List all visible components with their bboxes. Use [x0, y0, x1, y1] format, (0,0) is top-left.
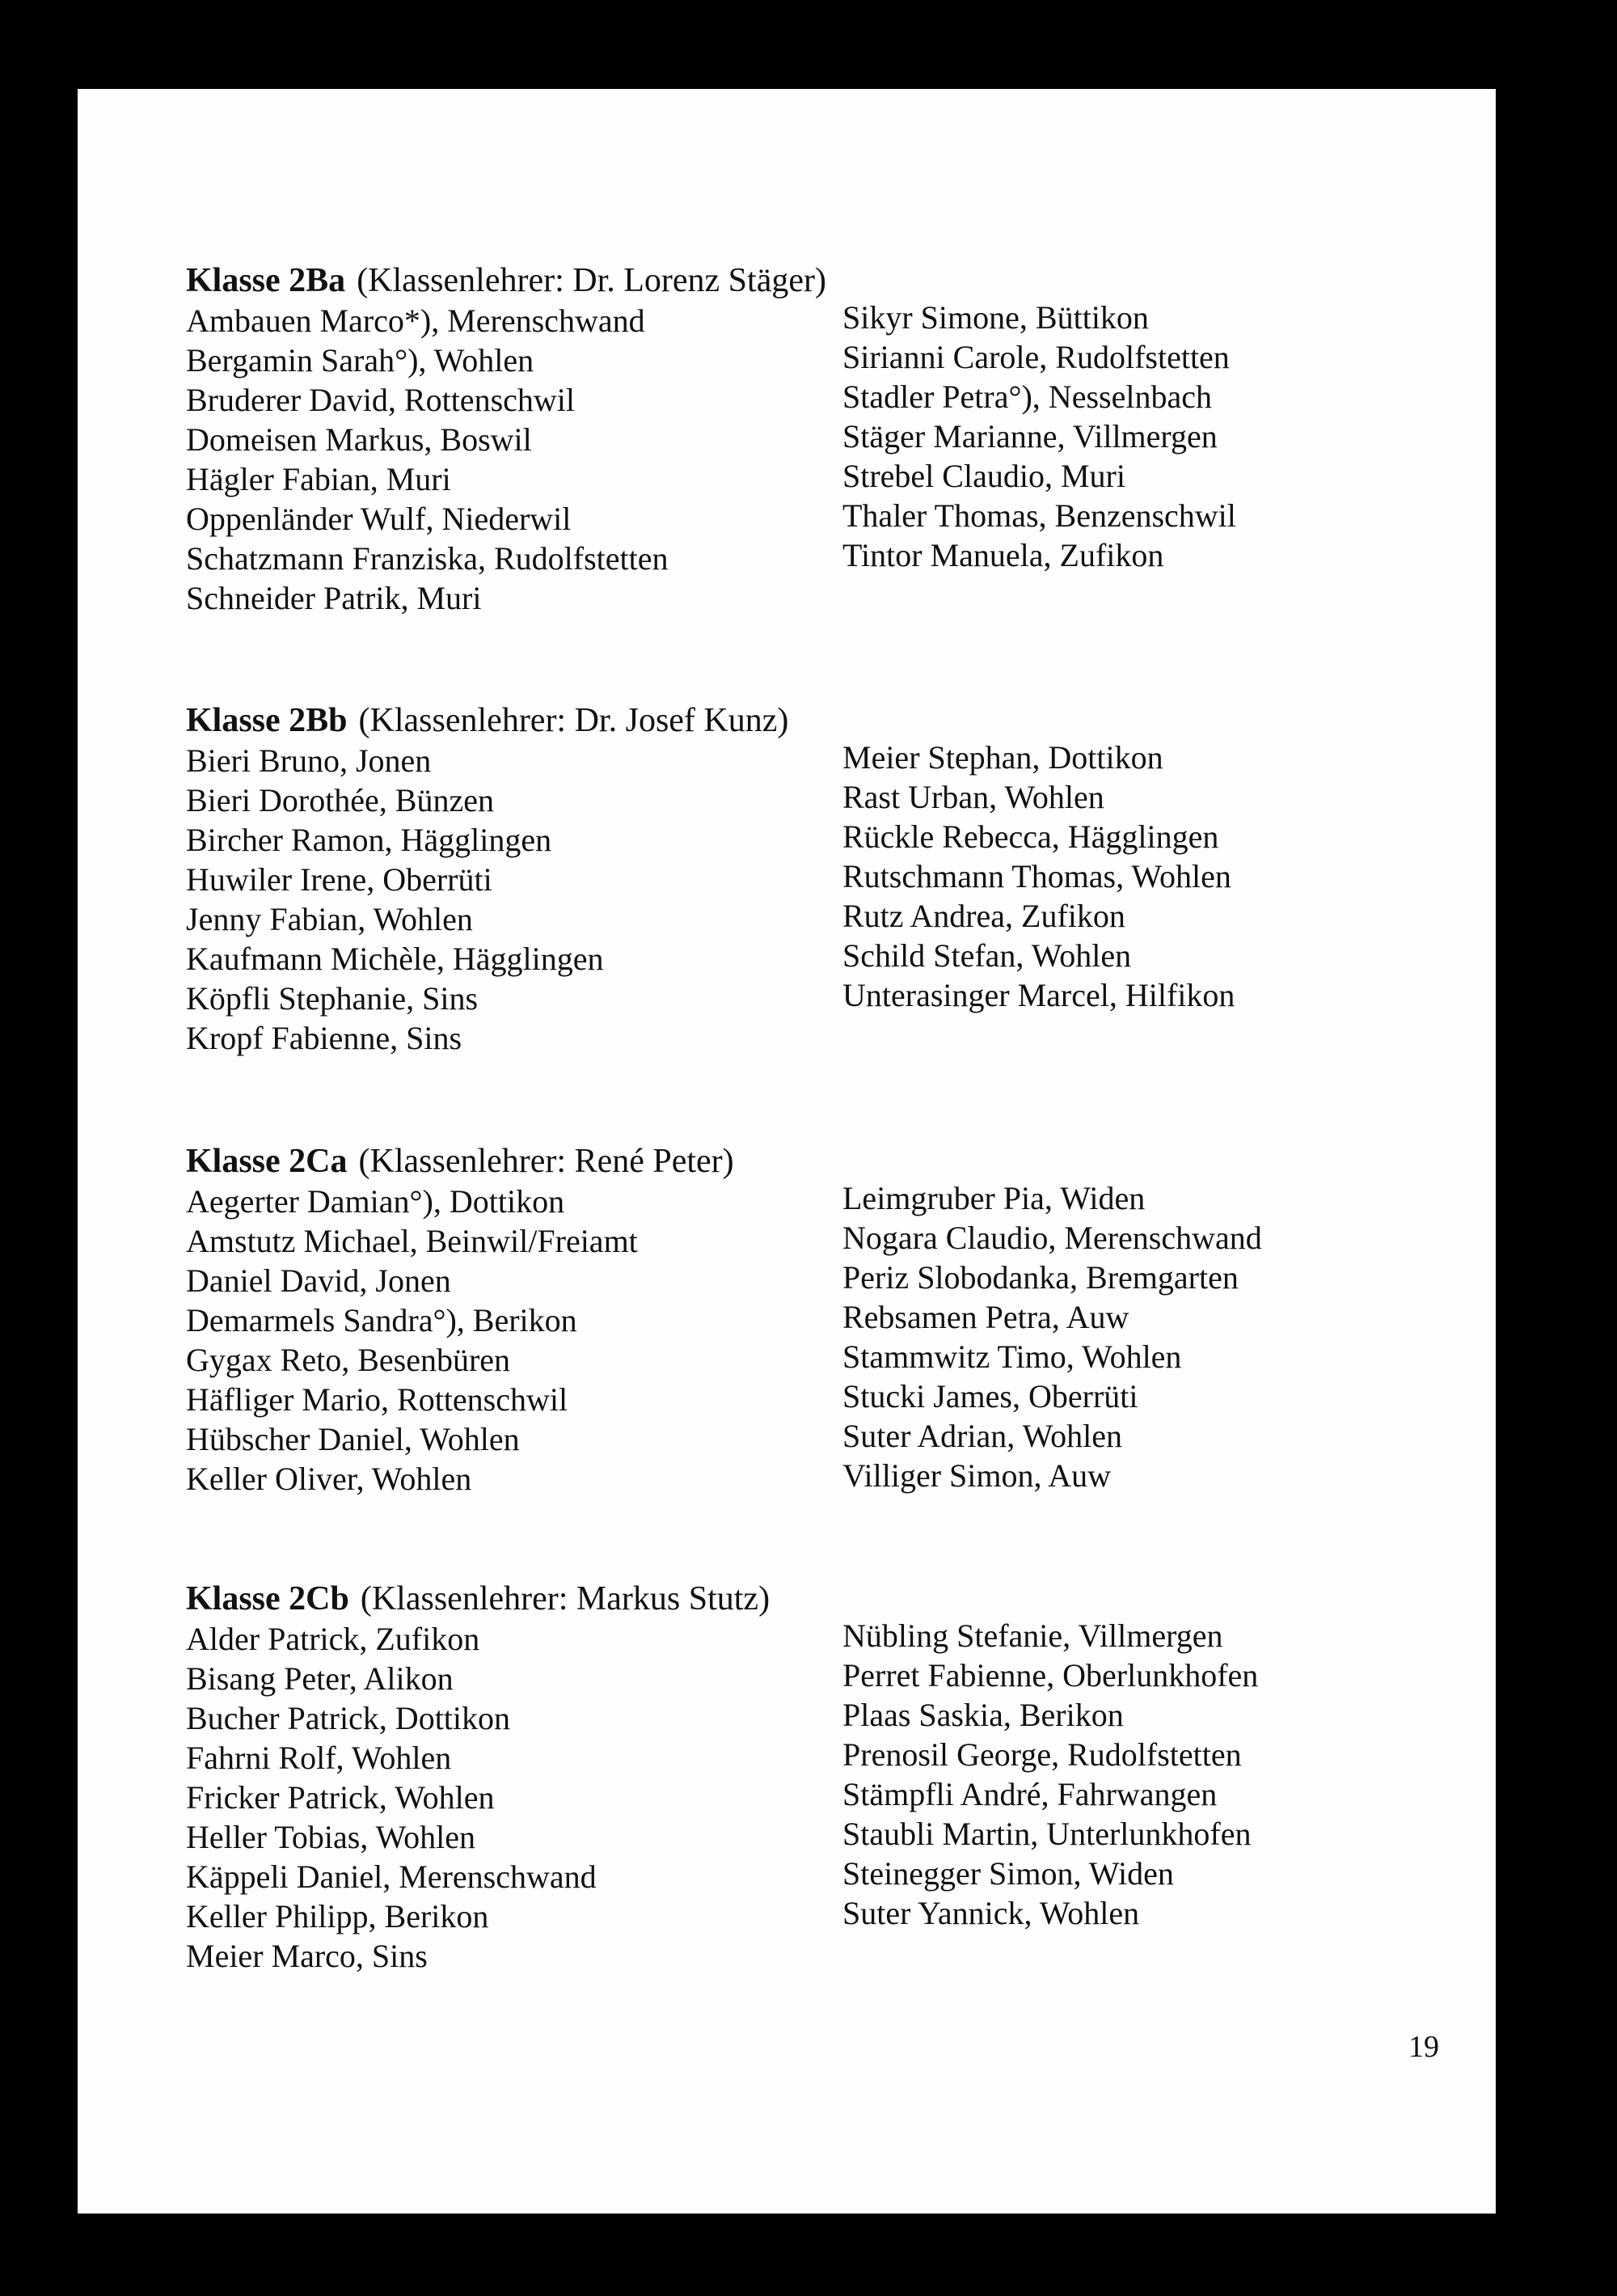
- student-entry: Demarmels Sandra°), Berikon: [186, 1302, 577, 1338]
- student-entry: Tintor Manuela, Zufikon: [842, 537, 1164, 573]
- student-entry: Bircher Ramon, Hägglingen: [186, 822, 552, 858]
- student-entry: Bieri Bruno, Jonen: [186, 742, 432, 779]
- student-entry: Fahrni Rolf, Wohlen: [186, 1740, 452, 1776]
- student-entry: Suter Yannick, Wohlen: [842, 1895, 1140, 1931]
- student-entry: Hübscher Daniel, Wohlen: [186, 1421, 520, 1457]
- class-name: Klasse 2Bb: [186, 702, 348, 739]
- class-heading: [186, 260, 1447, 301]
- student-entry: Rückle Rebecca, Hägglingen: [842, 818, 1219, 855]
- student-entry: Perret Fabienne, Oberlunkhofen: [842, 1657, 1259, 1693]
- student-entry: Bucher Patrick, Dottikon: [186, 1700, 511, 1736]
- student-entry: Stäger Marianne, Villmergen: [842, 418, 1218, 455]
- student-list: [186, 741, 1447, 1064]
- student-entry: Fricker Patrick, Wohlen: [186, 1779, 495, 1816]
- student-entry: Köpfli Stephanie, Sins: [186, 980, 479, 1017]
- class-teacher: (Klassenlehrer: Markus Stutz): [360, 1580, 771, 1617]
- student-entry: Ambauen Marco*), Merenschwand: [186, 302, 645, 339]
- student-entry: Oppenländer Wulf, Niederwil: [186, 501, 572, 537]
- student-entry: Käppeli Daniel, Merenschwand: [186, 1858, 597, 1895]
- student-entry: Keller Philipp, Berikon: [186, 1898, 489, 1934]
- student-entry: Meier Stephan, Dottikon: [842, 739, 1163, 776]
- document-page: [78, 89, 1496, 2214]
- student-entry: Rast Urban, Wohlen: [842, 779, 1104, 815]
- student-entry: Bisang Peter, Alikon: [186, 1660, 454, 1697]
- student-entry: Heller Tobias, Wohlen: [186, 1819, 475, 1855]
- student-entry: Unterasinger Marcel, Hilfikon: [842, 977, 1235, 1013]
- student-entry: Meier Marco, Sins: [186, 1938, 428, 1974]
- student-entry: Jenny Fabian, Wohlen: [186, 901, 473, 937]
- student-entry: Plaas Saskia, Berikon: [842, 1697, 1124, 1733]
- student-entry: Huwiler Irene, Oberrüti: [186, 861, 492, 898]
- student-entry: Nogara Claudio, Merenschwand: [842, 1220, 1262, 1256]
- student-entry: Stammwitz Timo, Wohlen: [842, 1338, 1182, 1375]
- student-entry: Sikyr Simone, Büttikon: [842, 299, 1149, 336]
- student-entry: Rutschmann Thomas, Wohlen: [842, 858, 1231, 894]
- class-name: Klasse 2Ba: [186, 262, 346, 299]
- student-entry: Periz Slobodanka, Bremgarten: [842, 1259, 1239, 1296]
- class-section-2cb: [186, 1579, 1447, 1974]
- student-list: [186, 1617, 1447, 1974]
- student-entry: Stadler Petra°), Nesselnbach: [842, 378, 1212, 415]
- student-entry: Leimgruber Pia, Widen: [842, 1180, 1146, 1216]
- student-entry: Schatzmann Franziska, Rudolfstetten: [186, 540, 669, 577]
- student-entry: Stucki James, Oberrüti: [842, 1378, 1138, 1414]
- student-entry: Gygax Reto, Besenbüren: [186, 1342, 511, 1378]
- student-column-left: [186, 301, 669, 618]
- student-entry: Strebel Claudio, Muri: [842, 458, 1125, 494]
- student-entry: Aegerter Damian°), Dottikon: [186, 1183, 565, 1220]
- class-heading: [186, 1141, 1447, 1182]
- student-entry: Rutz Andrea, Zufikon: [842, 898, 1125, 934]
- student-entry: Häfliger Mario, Rottenschwil: [186, 1381, 568, 1418]
- page-number: 19: [1408, 2030, 1439, 2064]
- student-entry: Bieri Dorothée, Bünzen: [186, 782, 494, 818]
- student-entry: Daniel David, Jonen: [186, 1262, 451, 1299]
- student-entry: Nübling Stefanie, Villmergen: [842, 1617, 1223, 1654]
- student-entry: Thaler Thomas, Benzenschwil: [842, 497, 1236, 534]
- student-column-left: [186, 1619, 597, 1976]
- student-entry: Bergamin Sarah°), Wohlen: [186, 342, 534, 378]
- class-section-2ba: [186, 260, 1447, 624]
- student-entry: Schneider Patrik, Muri: [186, 580, 482, 616]
- student-column-left: [186, 741, 604, 1058]
- student-column-right: [842, 1616, 1258, 1933]
- student-column-left: [186, 1182, 638, 1499]
- student-list: [186, 1182, 1447, 1505]
- student-entry: Domeisen Markus, Boswil: [186, 421, 532, 458]
- student-entry: Kropf Fabienne, Sins: [186, 1020, 462, 1056]
- student-entry: Rebsamen Petra, Auw: [842, 1299, 1129, 1335]
- student-entry: Kaufmann Michèle, Hägglingen: [186, 941, 604, 977]
- student-entry: Staubli Martin, Unterlunkhofen: [842, 1816, 1252, 1852]
- student-entry: Schild Stefan, Wohlen: [842, 937, 1132, 974]
- student-column-right: [842, 738, 1235, 1015]
- class-section-2bb: [186, 700, 1447, 1064]
- class-heading: [186, 700, 1447, 741]
- class-name: Klasse 2Cb: [186, 1580, 349, 1617]
- student-entry: Villiger Simon, Auw: [842, 1457, 1112, 1494]
- student-entry: Prenosil George, Rudolfstetten: [842, 1736, 1242, 1773]
- class-teacher: (Klassenlehrer: René Peter): [358, 1143, 734, 1180]
- class-teacher: (Klassenlehrer: Dr. Lorenz Stäger): [357, 262, 826, 299]
- student-entry: Keller Oliver, Wohlen: [186, 1461, 472, 1497]
- student-column-right: [842, 298, 1236, 575]
- class-section-2ca: [186, 1141, 1447, 1505]
- class-heading: [186, 1579, 1447, 1619]
- class-teacher: (Klassenlehrer: Dr. Josef Kunz): [358, 702, 789, 739]
- student-entry: Alder Patrick, Zufikon: [186, 1621, 480, 1657]
- student-entry: Hägler Fabian, Muri: [186, 461, 451, 497]
- student-entry: Stämpfli André, Fahrwangen: [842, 1776, 1218, 1812]
- student-entry: Steinegger Simon, Widen: [842, 1855, 1174, 1892]
- student-entry: Sirianni Carole, Rudolfstetten: [842, 339, 1230, 375]
- student-entry: Bruderer David, Rottenschwil: [186, 382, 575, 418]
- student-column-right: [842, 1178, 1262, 1495]
- student-entry: Amstutz Michael, Beinwil/Freiamt: [186, 1223, 638, 1259]
- student-entry: Suter Adrian, Wohlen: [842, 1418, 1122, 1454]
- student-list: [186, 301, 1447, 624]
- class-name: Klasse 2Ca: [186, 1143, 348, 1180]
